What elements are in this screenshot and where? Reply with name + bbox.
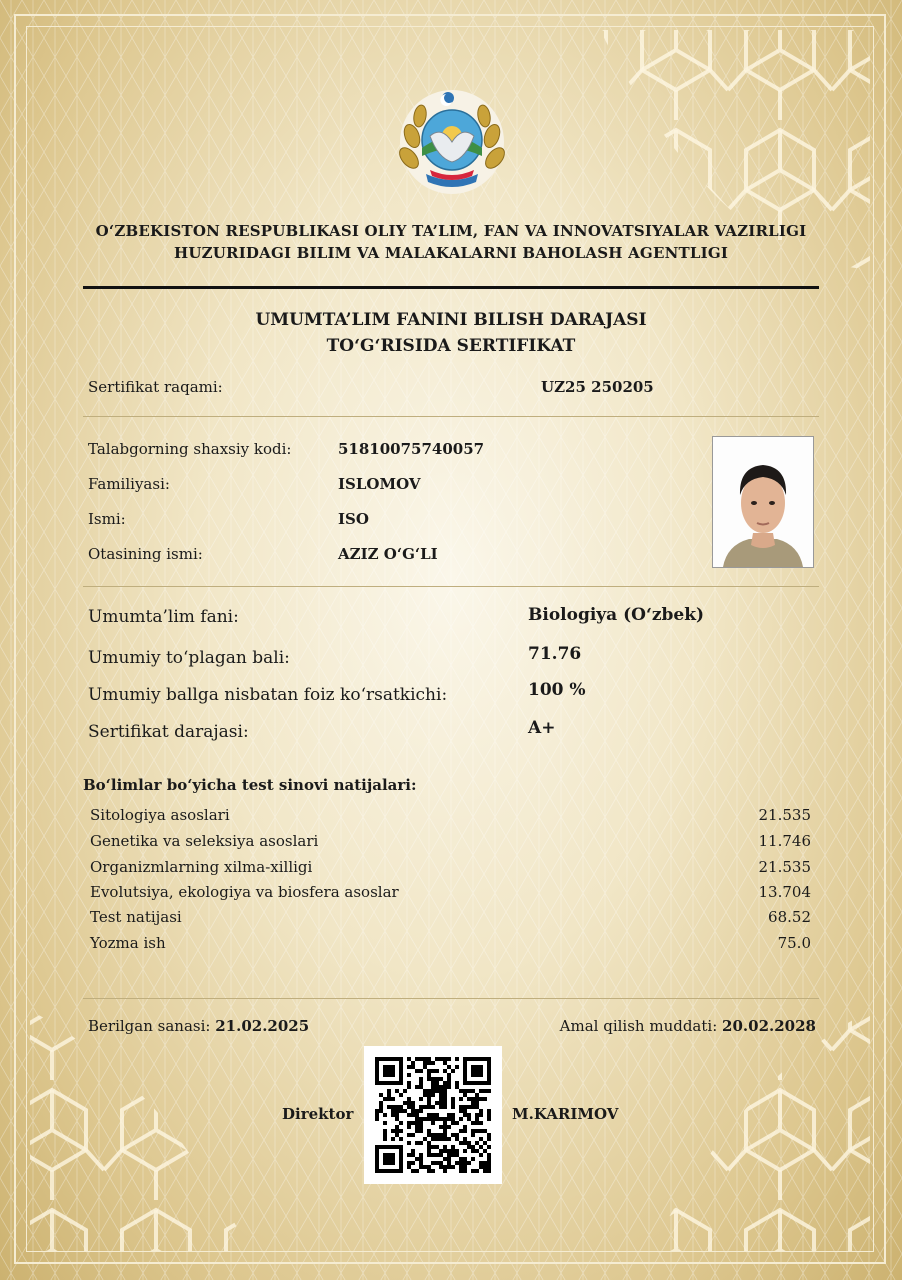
section-name: Sitologiya asoslari — [90, 806, 230, 824]
issued-date-label: Berilgan sanasi: — [88, 1017, 211, 1035]
certificate-number-value: UZ25 250205 — [541, 378, 654, 396]
agency-line1: O‘ZBEKISTON RESPUBLIKASI OLIY TA’LIM, FAN VA INNOVATSIYALAR VAZIRLIGI — [95, 222, 807, 240]
certificate-number-label: Sertifikat raqami: — [88, 378, 223, 396]
director-name: M.KARIMOV — [512, 1105, 619, 1123]
personal-code-value: 51810075740057 — [338, 440, 485, 458]
section-score: 75.0 — [777, 934, 811, 952]
divider — [83, 586, 819, 587]
agency-line2: HUZURIDAGI BILIM VA MALAKALARNI BAHOLASH AGENTLIGI — [173, 244, 729, 262]
patronymic-value: AZIZ O‘G‘LI — [338, 545, 438, 563]
section-name: Organizmlarning xilma-xilligi — [90, 858, 313, 876]
first-name-label: Ismi: — [88, 510, 126, 528]
header-rule — [83, 286, 819, 289]
title-line1: UMUMTA’LIM FANINI BILISH DARAJASI — [255, 310, 647, 330]
section-name: Test natijasi — [90, 908, 182, 926]
surname-label: Familiyasi: — [88, 475, 170, 493]
section-name: Evolutsiya, ekologiya va biosfera asoslar — [90, 883, 399, 901]
issued-date-value: 21.02.2025 — [215, 1017, 310, 1035]
section-score: 21.535 — [758, 858, 811, 876]
subject-value: Biologiya (O‘zbek) — [528, 605, 705, 625]
percent-value: 100 % — [528, 680, 586, 700]
section-name: Genetika va seleksiya asoslari — [90, 832, 319, 850]
surname-value: ISLOMOV — [338, 475, 421, 493]
percent-label: Umumiy ballga nisbatan foiz ko‘rsatkichi: — [88, 685, 448, 705]
valid-until — [555, 1017, 816, 1035]
applicant-photo — [712, 436, 814, 568]
section-score: 11.746 — [758, 832, 811, 850]
issued-date — [88, 1017, 309, 1035]
total-score-label: Umumiy to‘plagan bali: — [88, 648, 290, 668]
valid-until-label: Amal qilish muddati: — [559, 1017, 718, 1035]
section-score: 21.535 — [758, 806, 811, 824]
first-name-value: ISO — [338, 510, 369, 528]
sections-title: Bo‘limlar bo‘yicha test sinovi natijalari: — [83, 776, 417, 794]
section-score: 68.52 — [768, 908, 811, 926]
personal-code-label: Talabgorning shaxsiy kodi: — [88, 440, 292, 458]
total-score-value: 71.76 — [528, 644, 582, 664]
section-name: Yozma ish — [90, 934, 166, 952]
director-label: Direktor — [282, 1105, 354, 1123]
subject-label: Umumta’lim fani: — [88, 607, 239, 627]
divider — [83, 998, 819, 999]
qr-code[interactable] — [364, 1046, 502, 1184]
patronymic-label: Otasining ismi: — [88, 545, 203, 563]
section-score: 13.704 — [758, 883, 811, 901]
level-label: Sertifikat darajasi: — [88, 722, 249, 742]
divider — [83, 416, 819, 417]
state-emblem-icon — [396, 86, 508, 196]
title-line2: TO‘G‘RISIDA SERTIFIKAT — [326, 336, 576, 356]
valid-until-value: 20.02.2028 — [722, 1017, 816, 1035]
person-photo-icon — [713, 437, 813, 567]
qr-code-icon — [364, 1046, 502, 1184]
level-value: A+ — [528, 718, 556, 738]
